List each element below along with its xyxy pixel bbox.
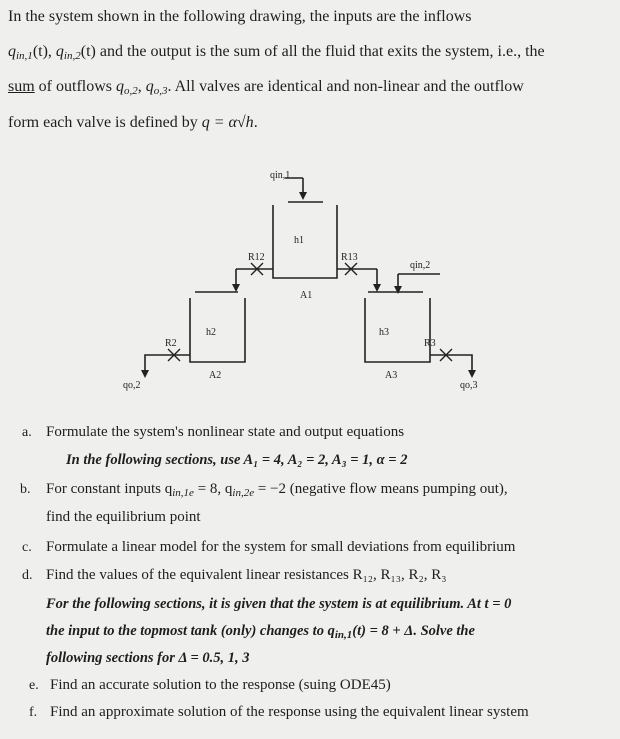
label-a3: A3 [385, 370, 398, 381]
intro-text: , [137, 78, 146, 95]
intro-text: . All valves are identical and non-linear and the outflow [167, 78, 524, 95]
label-q-in1: qin,1 [270, 170, 291, 181]
item-f-text: Find an approximate solution of the response using the equivalent linear system [50, 704, 529, 720]
intro-line-3 [8, 78, 524, 97]
item-a-marker: a. [22, 425, 32, 440]
q-subscript: in,1 [334, 629, 353, 641]
note-text: (t) = 8 + Δ. Solve the [352, 623, 475, 639]
intro-text: (t), [32, 43, 56, 60]
label-q-in2: qin,2 [410, 260, 431, 271]
intro-line-4 [8, 114, 258, 132]
r2-arrowhead [141, 370, 149, 378]
q-subscript: in,2 [63, 50, 81, 62]
r3-arrowhead [468, 370, 476, 378]
item-a-text: Formulate the system's nonlinear state and output equations [46, 424, 405, 440]
intro-line-1 [8, 8, 471, 26]
item-e-text: Find an accurate solution to the response (suing ODE45) [50, 677, 391, 693]
label-q-o3: qo,3 [460, 380, 478, 391]
valve-equation: q = α√h [201, 114, 254, 131]
tank-3-wall [365, 298, 430, 362]
q-symbol: q [8, 43, 16, 60]
note-parameters: In the following sections, use A₁ = 4, A₂ = 2, A₃ = 1, α = 2 [66, 452, 408, 468]
tank-1-wall [273, 205, 337, 278]
item-b-text: = 8, q [193, 481, 233, 497]
item-c-marker: c. [22, 540, 32, 555]
q-symbol: q [55, 43, 64, 60]
outflow-r3-pipe [430, 355, 472, 372]
q-subscript: in,2e [232, 487, 255, 499]
q-subscript: o,3 [153, 85, 168, 97]
label-h2: h2 [206, 327, 216, 338]
r13-arrowhead [373, 284, 381, 292]
q-symbol: q [116, 78, 124, 95]
item-b-text: = −2 (negative flow means pumping out), [254, 481, 508, 497]
q-symbol: q [145, 78, 154, 95]
tank-2-wall [190, 298, 245, 362]
label-r12: R12 [248, 252, 265, 263]
label-h3: h3 [379, 327, 389, 338]
q-subscript: o,2 [124, 85, 138, 97]
item-d-marker: d. [22, 568, 33, 583]
item-b-text: For constant inputs q [46, 481, 173, 497]
note-equilibrium-1: For the following sections, it is given that the system is at equilibrium. At t = 0 [46, 596, 512, 612]
intro-text: . [253, 114, 258, 131]
intro-text: form each valve is defined by [8, 114, 202, 131]
label-r13: R13 [341, 252, 358, 263]
note-equilibrium-3: following sections for Δ = 0.5, 1, 3 [46, 650, 250, 666]
label-q-o2: qo,2 [123, 380, 141, 391]
item-b-line-1 [46, 481, 508, 499]
item-d-text: Find the values of the equivalent linear resistances R₁₂, R₁₃, R₂, R₃ [46, 567, 447, 583]
intro-text-1: In the system shown in the following drawing, the inputs are the inflows [8, 8, 472, 25]
note-text: the input to the topmost tank (only) changes to q [46, 623, 335, 639]
sum-word: sum [8, 78, 35, 95]
q-subscript: in,1e [172, 487, 194, 499]
label-h1: h1 [294, 235, 304, 246]
intro-line-2 [8, 43, 545, 62]
item-b-marker: b. [20, 482, 31, 497]
r12-arrowhead [232, 284, 240, 292]
intro-text: of outflows [34, 78, 116, 95]
q-subscript: in,1 [16, 50, 33, 62]
label-r2: R2 [165, 338, 177, 349]
label-r3: R3 [424, 338, 436, 349]
intro-text: (t) and the output is the sum of all the fluid that exits the system, i.e., the [80, 43, 545, 60]
item-c-text: Formulate a linear model for the system for small deviations from equilibrium [46, 539, 516, 555]
label-a2: A2 [209, 370, 222, 381]
item-b-line-2: find the equilibrium point [46, 509, 201, 525]
note-equilibrium-2 [46, 623, 475, 641]
item-e-marker: e. [29, 678, 39, 693]
label-a1: A1 [300, 290, 313, 301]
tank-system-diagram [0, 150, 620, 400]
outflow-r2-pipe [145, 355, 190, 372]
inflow-1-arrowhead [299, 192, 307, 200]
item-f-marker: f. [29, 705, 38, 720]
